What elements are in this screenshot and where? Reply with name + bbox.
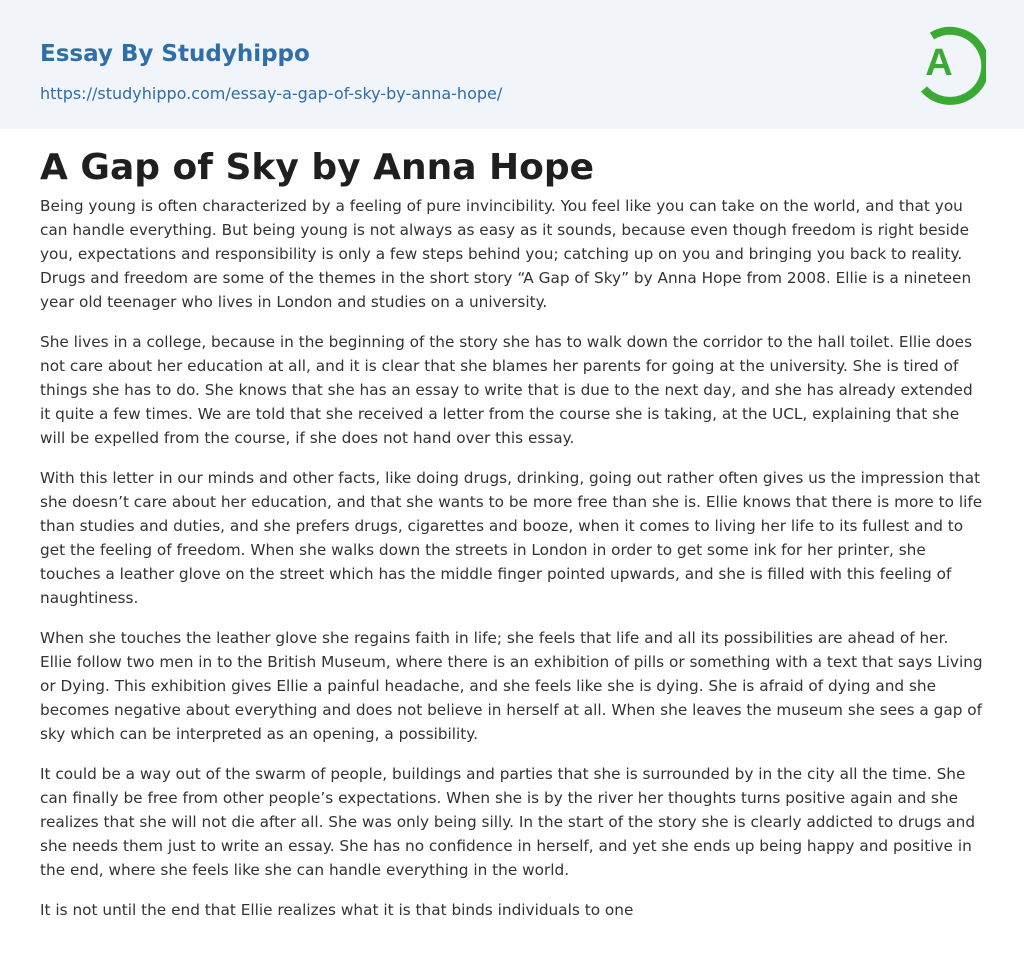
article	[0, 129, 1024, 922]
logo-letter: A	[925, 42, 953, 84]
paragraph: It could be a way out of the swarm of people, buildings and parties that she is surrounded by in the city all the time. She can finally be free from other people’s expectations. When she is by the river her thoughts turns positive again and she realizes that she will not die after all. She was only being silly. In the start of the story she is clearly addicted to drugs and she needs them just to write an essay. She has no confidence in herself, and yet she ends up being happy and positive in the end, where she feels like she can handle everything in the world.	[40, 765, 976, 879]
site-title[interactable]: Essay By Studyhippo	[40, 41, 310, 67]
site-header	[0, 0, 1024, 129]
paragraph: She lives in a college, because in the beginning of the story she has to walk down the corridor to the hall toilet. Ellie does not care about her education at all, and it is clear that she blames her parents for going at the university. She is tired of things she has to do. She knows that she has an essay to write that is due to the next day, and she has already extended it quite a few times. We are told that she received a letter from the course she is taking, at the UCL, explaining that she will be expelled from the course, if she does not hand over this essay.	[40, 333, 973, 447]
paragraph: With this letter in our minds and other facts, like doing drugs, drinking, going out rather often gives us the impression that she doesn’t care about her education, and that she wants to be more free than she is. Ellie knows that there is more to life than studies and duties, and she prefers drugs, cigarettes and booze, when it comes to living her life to its fullest and to get the feeling of freedom. When she walks down the streets in London in order to get some ink for her printer, she touches a leather glove on the street which has the middle finger pointed upwards, and she is filled with this feeling of naughtiness.	[40, 469, 983, 607]
paragraph: When she touches the leather glove she regains faith in life; she feels that life and all its possibilities are ahead of her. Ellie follow two men in to the British Museum, where there is an exhibition of pills or something with a text that says Living or Dying. This exhibition gives Ellie a painful headache, and she feels like she is dying. She is afraid of dying and she becomes negative about everything and does not believe in herself at all. When she leaves the museum she sees a gap of sky which can be interpreted as an opening, a possibility.	[40, 629, 983, 743]
paragraph: It is not until the end that Ellie realizes what it is that binds individuals to one	[40, 901, 634, 919]
source-url-link[interactable]: https://studyhippo.com/essay-a-gap-of-sky-by-anna-hope/	[40, 84, 503, 103]
paragraph: Being young is often characterized by a feeling of pure invincibility. You feel like you can take on the world, and that you can handle everything. But being young is not always as easy as it sounds, because even though freedom is right beside you, expectations and responsibility is only a few steps behind you; catching up on you and bringing you back to reality. Drugs and freedom are some of the themes in the short story “A Gap of Sky” by Anna Hope from 2008. Ellie is a nineteen year old teenager who lives in London and studies on a university.	[40, 197, 972, 311]
studyhippo-logo-icon[interactable]	[912, 19, 986, 105]
page-title: A Gap of Sky by Anna Hope	[40, 147, 595, 188]
